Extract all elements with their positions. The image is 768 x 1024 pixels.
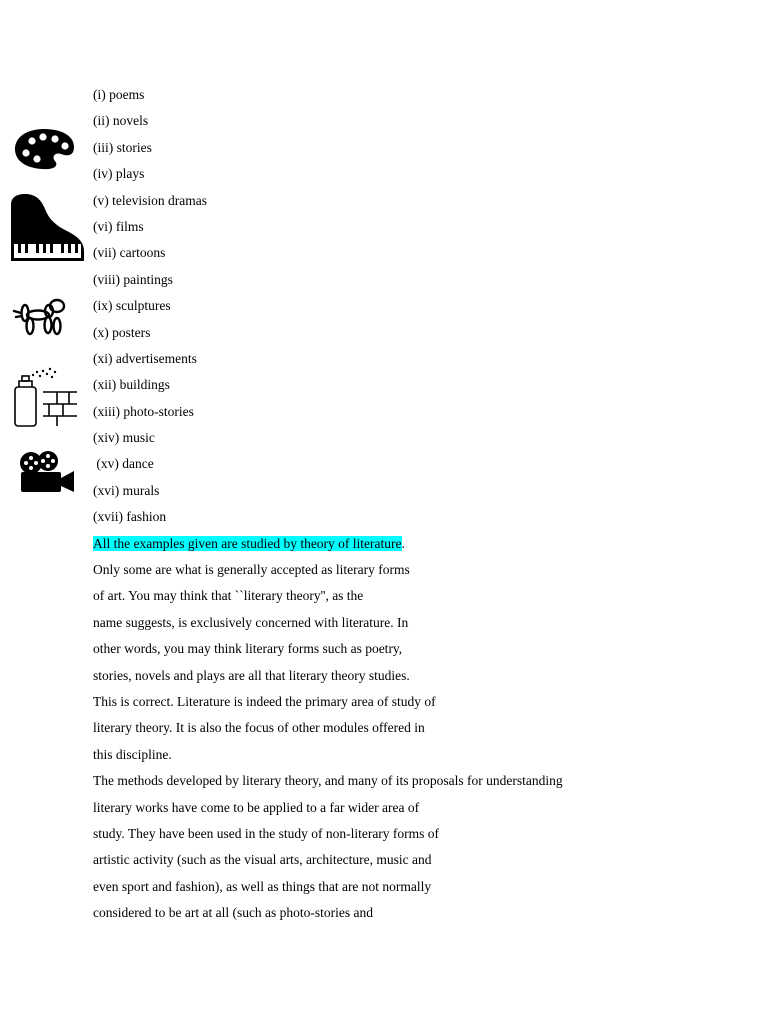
film-camera-icon bbox=[18, 450, 78, 495]
paragraph-line: This is correct. Literature is indeed the primary area of study of bbox=[93, 693, 436, 709]
highlight-mark: All the examples given are studied by theory of literature bbox=[93, 535, 402, 551]
document-text bbox=[93, 82, 753, 927]
paragraph-line: other words, you may think literary forms such as poetry, bbox=[93, 641, 403, 657]
list-item: (v) television dramas bbox=[93, 192, 207, 208]
list-item: (xvii) fashion bbox=[93, 509, 167, 525]
list-item: (vii) cartoons bbox=[93, 245, 166, 261]
paragraph-line: considered to be art at all (such as photo-stories and bbox=[93, 905, 374, 921]
paragraph-line: stories, novels and plays are all that literary theory studies. bbox=[93, 667, 410, 683]
list-item: (xiv) music bbox=[93, 430, 155, 446]
paragraph-line: The methods developed by literary theory, and many of its proposals for understanding bbox=[93, 773, 563, 789]
paragraph-line: name suggests, is exclusively concerned with literature. In bbox=[93, 614, 409, 630]
list-item: (xvi) murals bbox=[93, 482, 160, 498]
highlighted-sentence bbox=[93, 531, 753, 557]
paragraph-line: literary theory. It is also the focus of other modules offered in bbox=[93, 720, 425, 736]
palette-icon bbox=[12, 126, 76, 172]
paragraph-line: literary works have come to be applied to a far wider area of bbox=[93, 799, 420, 815]
body-paragraph bbox=[93, 557, 753, 926]
highlight-suffix: . bbox=[401, 535, 405, 551]
list-item: (xiii) photo-stories bbox=[93, 403, 194, 419]
balloon-dog-icon bbox=[12, 297, 68, 337]
list-item: (viii) paintings bbox=[93, 271, 173, 287]
paragraph-line: Only some are what is generally accepted as literary forms bbox=[93, 562, 410, 578]
list-item: (i) poems bbox=[93, 87, 145, 102]
icon-column bbox=[0, 0, 92, 1024]
paragraph-line: study. They have been used in the study of non-literary forms of bbox=[93, 825, 440, 841]
paragraph-line: even sport and fashion), as well as things that are not normally bbox=[93, 878, 432, 894]
paragraph-line: this discipline. bbox=[93, 746, 172, 762]
list-item: (iii) stories bbox=[93, 139, 152, 155]
list-item: (ix) sculptures bbox=[93, 298, 171, 314]
list-item: (iv) plays bbox=[93, 166, 145, 182]
forms-list bbox=[93, 82, 753, 531]
list-item: (vi) films bbox=[93, 218, 144, 234]
spray-can-wall-icon bbox=[11, 367, 79, 429]
list-item: (x) posters bbox=[93, 324, 151, 340]
list-item: (xi) advertisements bbox=[93, 350, 197, 366]
paragraph-line: artistic activity (such as the visual arts, architecture, music and bbox=[93, 852, 432, 868]
list-item: (xv) dance bbox=[93, 456, 154, 472]
paragraph-line: of art. You may think that ``literary theory'', as the bbox=[93, 588, 364, 604]
list-item: (ii) novels bbox=[93, 113, 149, 129]
list-item: (xii) buildings bbox=[93, 377, 170, 393]
piano-icon bbox=[9, 193, 86, 263]
